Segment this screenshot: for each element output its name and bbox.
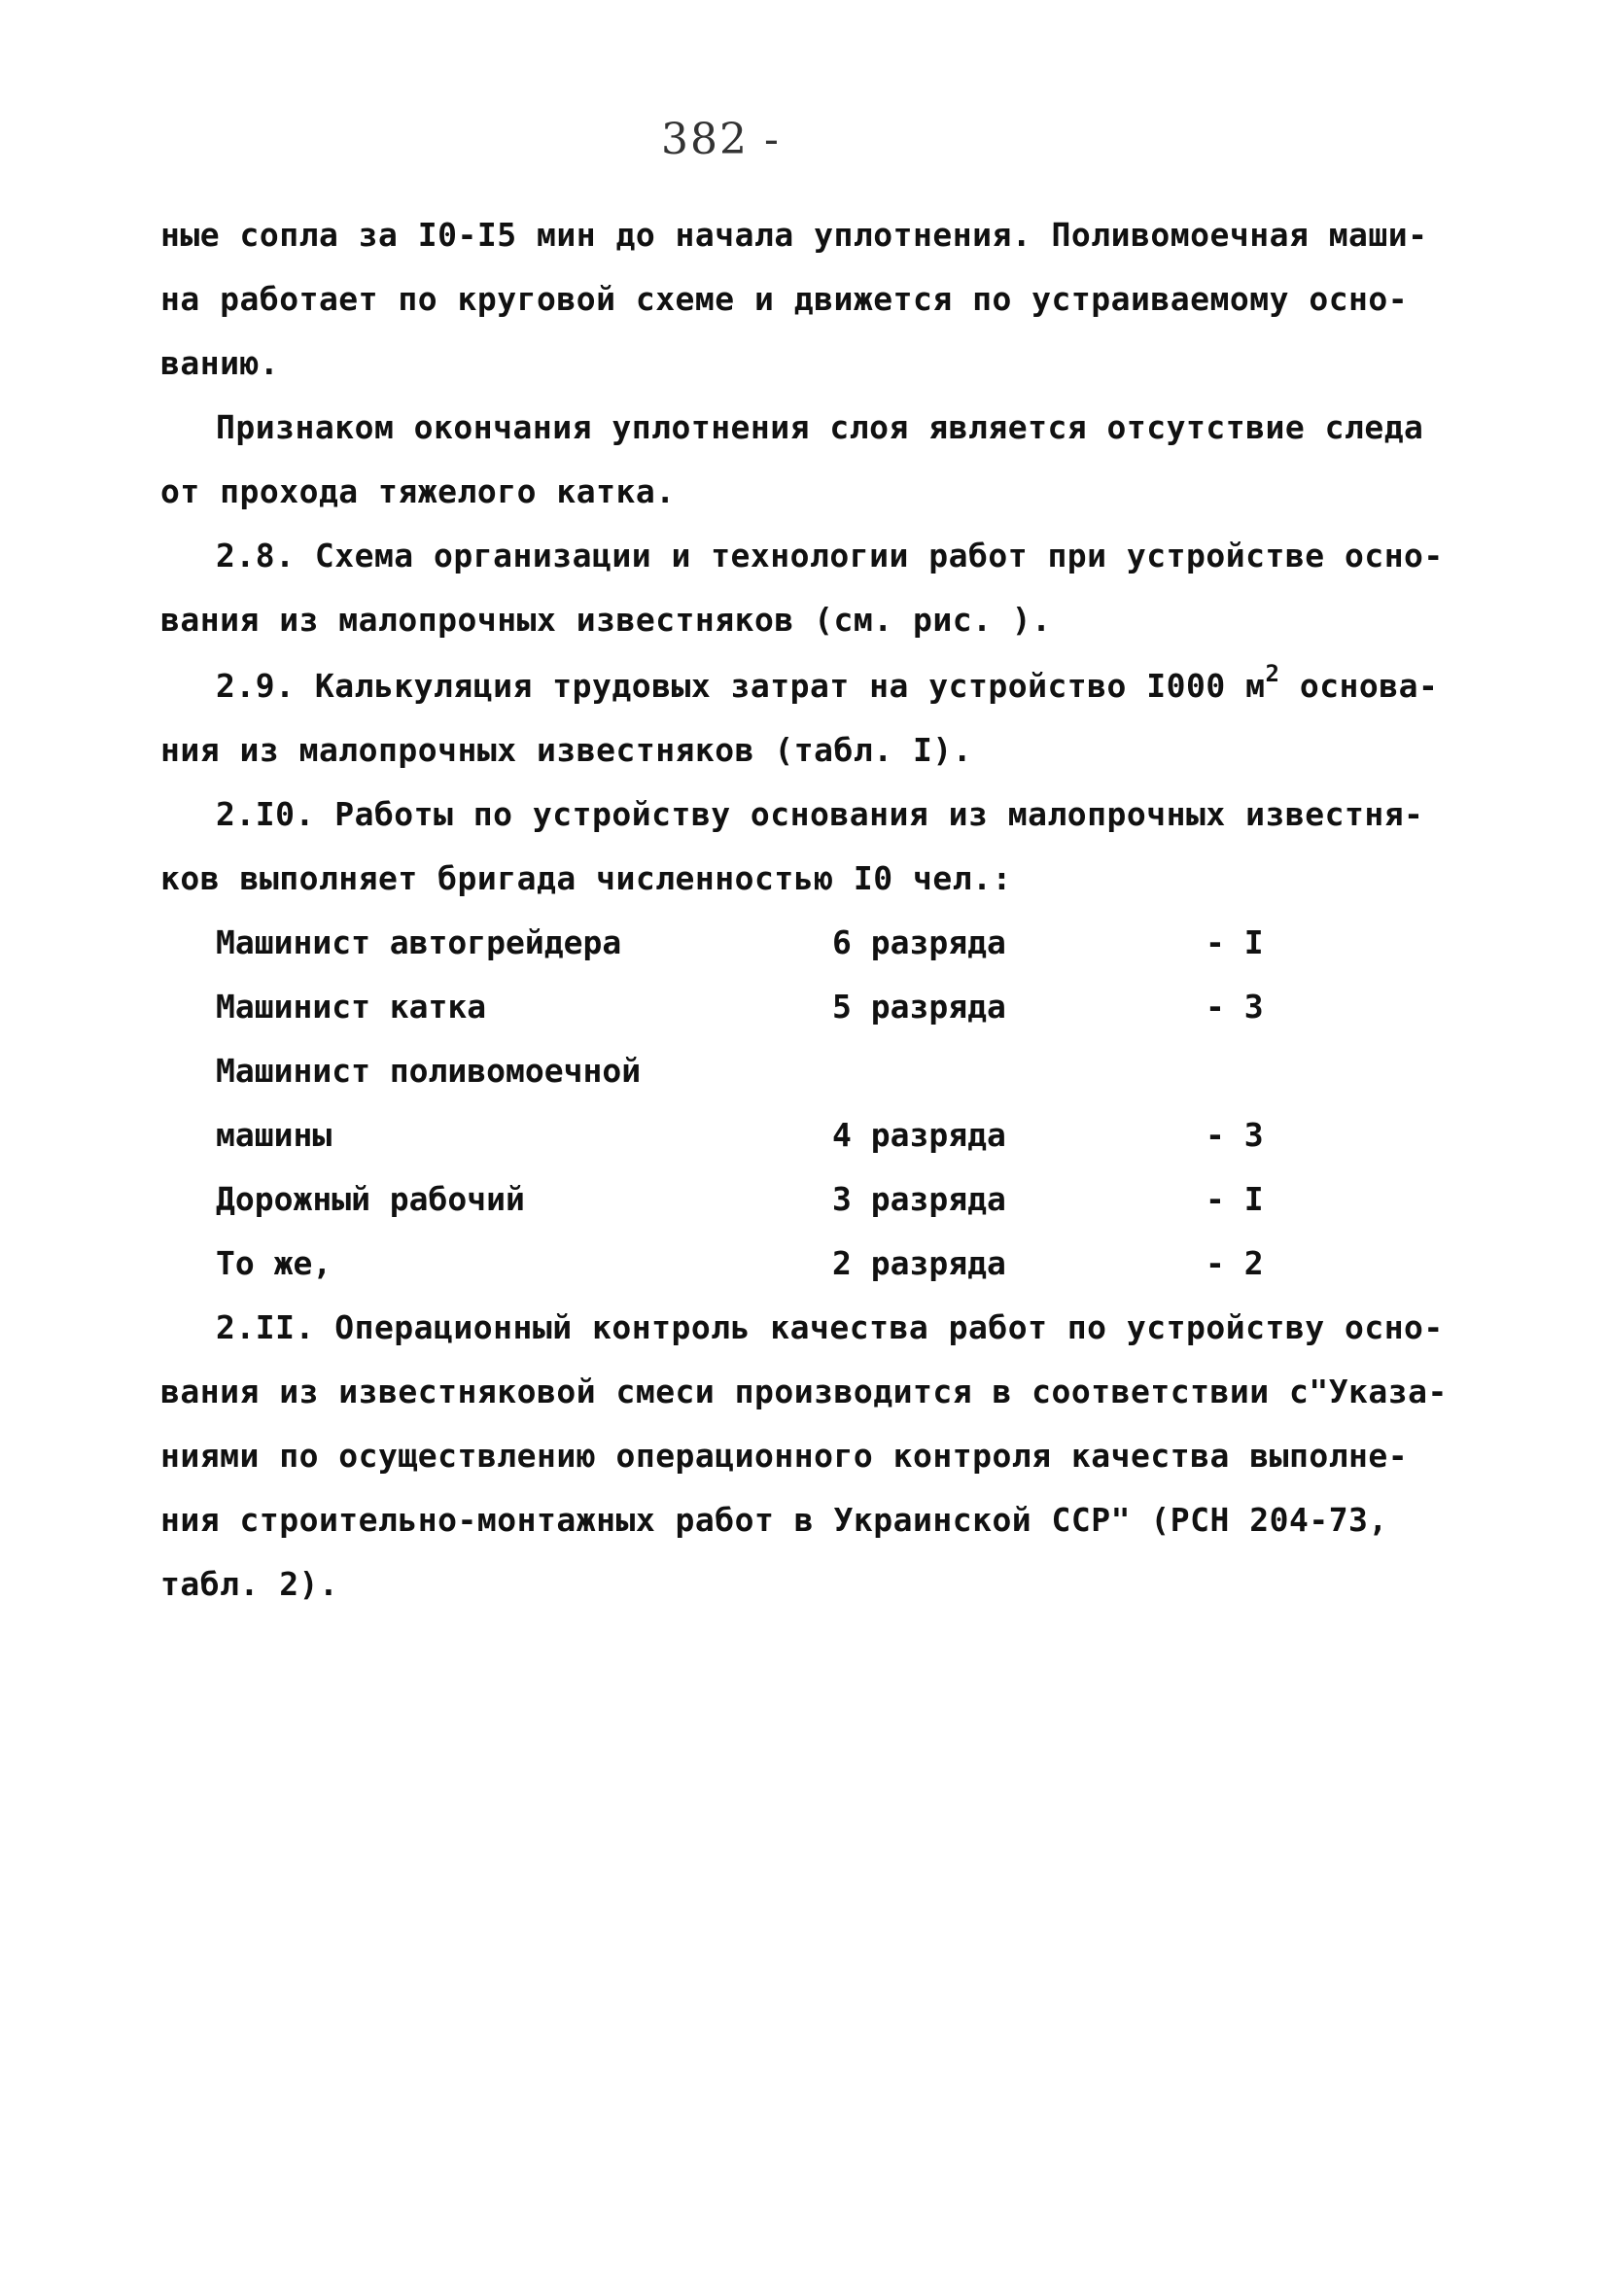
section-2-10-line-2: ков выполняет бригада численностью I0 чел.: xyxy=(160,859,1012,897)
staff-count: - 3 xyxy=(1206,988,1264,1026)
staff-grade: 6 разряда xyxy=(832,923,1006,961)
staff-grade: 2 разряда xyxy=(832,1244,1006,1282)
page-number: 382 - xyxy=(661,115,781,164)
staff-grade: 3 разряда xyxy=(832,1180,1006,1218)
section-2-11-line-2: вания из известняковой смеси производится в соответствии с"Указа- xyxy=(160,1373,1448,1410)
section-2-11-line-1: 2.II. Операционный контроль качества работ по устройству осно- xyxy=(216,1308,1444,1346)
staff-role: Машинист катка xyxy=(216,988,487,1026)
staff-count: - I xyxy=(1206,923,1264,961)
section-2-9-text-end: основа- xyxy=(1279,667,1439,705)
paragraph-2-line-2: от прохода тяжелого катка. xyxy=(160,472,676,510)
paragraph-2-line-1: Признаком окончания уплотнения слоя является отсутствие следа xyxy=(216,408,1424,446)
staff-grade: 4 разряда xyxy=(832,1116,1006,1154)
paragraph-1-line-3: ванию. xyxy=(160,344,280,382)
superscript-2: 2 xyxy=(1265,660,1280,687)
section-2-9-line-2: ния из малопрочных известняков (табл. I). xyxy=(160,731,973,769)
staff-role: Машинист автогрейдера xyxy=(216,923,622,961)
paragraph-1-line-1: ные сопла за I0-I5 мин до начала уплотнения. Поливомоечная маши- xyxy=(160,216,1428,254)
section-2-9-text: 2.9. Калькуляция трудовых затрат на устройство I000 м xyxy=(216,667,1266,705)
section-2-11-line-3: ниями по осуществлению операционного контроля качества выполне- xyxy=(160,1437,1409,1475)
staff-count: - 3 xyxy=(1206,1116,1264,1154)
section-2-10-line-1: 2.I0. Работы по устройству основания из малопрочных известня- xyxy=(216,795,1424,833)
section-2-9-line-1 xyxy=(216,660,1439,709)
staff-role: машины xyxy=(216,1116,332,1154)
paragraph-1-line-2: на работает по круговой схеме и движется по устраиваемому осно- xyxy=(160,280,1409,318)
section-2-11-line-4: ния строительно-монтажных работ в Украинской ССР" (РСН 204-73, xyxy=(160,1501,1388,1539)
staff-grade: 5 разряда xyxy=(832,988,1006,1026)
staff-role: То же, xyxy=(216,1244,332,1282)
staff-count: - 2 xyxy=(1206,1244,1264,1282)
staff-role: Машинист поливомоечной xyxy=(216,1052,642,1090)
section-2-8-line-1: 2.8. Схема организации и технологии работ при устройстве осно- xyxy=(216,537,1444,574)
staff-role: Дорожный рабочий xyxy=(216,1180,525,1218)
staff-count: - I xyxy=(1206,1180,1264,1218)
section-2-8-line-2: вания из малопрочных известняков (см. рис. ). xyxy=(160,601,1052,639)
section-2-11-line-5: табл. 2). xyxy=(160,1565,339,1603)
